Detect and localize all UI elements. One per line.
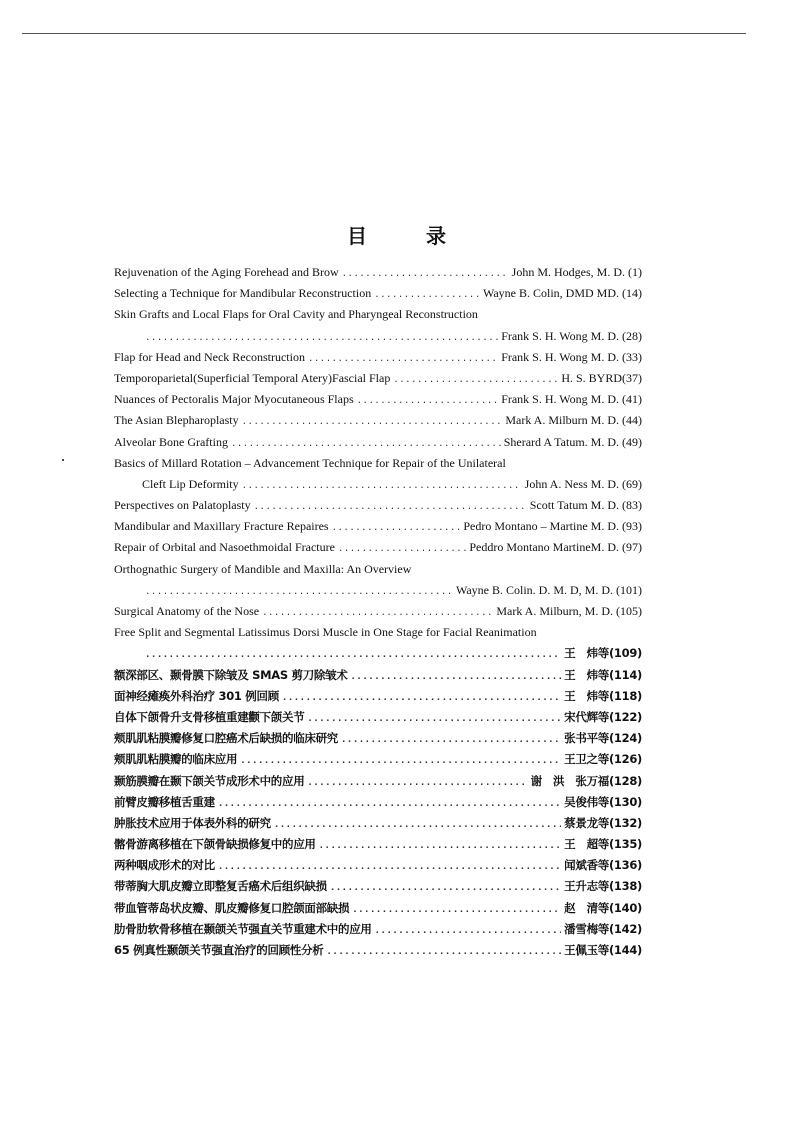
toc-entry[interactable] xyxy=(114,537,642,558)
toc-entry[interactable] xyxy=(114,622,642,643)
entry-author-page: 王 超等(135) xyxy=(564,837,642,852)
entry-author-page: 王 炜等(114) xyxy=(564,667,642,682)
entry-author-page: 蔡景龙等(132) xyxy=(564,815,642,830)
leader-dots xyxy=(262,603,493,624)
entry-title: 颊肌肌粘膜瓣修复口腔癌术后缺损的临床研究 xyxy=(114,731,338,746)
toc-entry[interactable] xyxy=(114,389,642,410)
toc-entry[interactable] xyxy=(114,432,642,453)
entry-author-page: Scott Tatum M. D. (83) xyxy=(529,498,642,513)
leader-dots xyxy=(374,285,480,306)
leader-dots xyxy=(307,709,561,730)
leader-dots xyxy=(218,857,561,878)
entry-author-page: 潘雪梅等(142) xyxy=(564,921,642,936)
toc-entry[interactable] xyxy=(114,728,642,749)
toc-entry-continuation[interactable] xyxy=(114,326,642,347)
entry-author-page: John A. Ness M. D. (69) xyxy=(524,476,642,491)
entry-title: Basics of Millard Rotation – Advancement Technique for Repair of the Unilateral xyxy=(114,455,506,470)
toc-entry[interactable] xyxy=(114,940,642,961)
toc-entry[interactable] xyxy=(114,813,642,834)
leader-dots xyxy=(351,667,562,688)
toc-entry[interactable] xyxy=(114,771,642,792)
leader-dots xyxy=(274,815,561,836)
entry-author-page: 谢 洪 张万福(128) xyxy=(530,773,642,788)
leader-dots xyxy=(352,900,561,921)
entry-title: Flap for Head and Neck Reconstruction xyxy=(114,349,305,364)
toc-entry[interactable] xyxy=(114,707,642,728)
leader-dots xyxy=(332,518,461,539)
toc-entry-continuation[interactable] xyxy=(114,643,642,664)
toc-entry[interactable] xyxy=(114,876,642,897)
entry-title: Temporoparietal(Superficial Temporal Atery)Fascial Flap xyxy=(114,370,391,385)
entry-author-page: Frank S. H. Wong M. D. (41) xyxy=(501,392,642,407)
entry-title: 肋骨肋软骨移植在颞颌关节强直关节重建术中的应用 xyxy=(114,921,372,936)
toc-entry[interactable] xyxy=(114,516,642,537)
entry-author-page: Wayne B. Colin. D. M. D, M. D. (101) xyxy=(455,582,642,597)
leader-dots xyxy=(342,264,509,285)
leader-dots xyxy=(145,328,498,349)
toc-entry[interactable] xyxy=(114,495,642,516)
leader-dots xyxy=(308,349,498,370)
entry-author-page: 王卫之等(126) xyxy=(564,752,642,767)
entry-author-page: H. S. BYRD(37) xyxy=(561,370,642,385)
toc-entry[interactable] xyxy=(114,855,642,876)
toc-entry[interactable] xyxy=(114,665,642,686)
leader-dots xyxy=(242,412,503,433)
entry-author-page: Sherard A Tatum. M. D. (49) xyxy=(503,434,642,449)
entry-title: 带蒂胸大肌皮瓣立即整复舌癌术后组织缺损 xyxy=(114,879,327,894)
stray-mark xyxy=(62,459,64,461)
leader-dots xyxy=(218,794,561,815)
entry-author-page: 王 炜等(118) xyxy=(564,688,642,703)
entry-title: Free Split and Segmental Latissimus Dorsi Muscle in One Stage for Facial Reanimation xyxy=(114,625,537,640)
leader-dots xyxy=(338,539,466,560)
leader-dots xyxy=(240,751,561,772)
leader-dots xyxy=(307,773,527,794)
toc-entry[interactable] xyxy=(114,347,642,368)
entry-title: 65 例真性颞颌关节强直治疗的回顾性分析 xyxy=(114,943,324,957)
entry-title: Nuances of Pectoralis Major Myocutaneous Flaps xyxy=(114,392,354,407)
toc-entry[interactable] xyxy=(114,559,642,580)
entry-title: Alveolar Bone Grafting xyxy=(114,434,228,449)
leader-dots xyxy=(393,370,558,391)
toc-entry[interactable] xyxy=(114,262,642,283)
entry-title: Orthognathic Surgery of Mandible and Maxilla: An Overview xyxy=(114,561,412,576)
entry-title: 两种咽成形术的对比 xyxy=(114,858,215,873)
entry-title-continuation: Cleft Lip Deformity xyxy=(142,476,239,491)
entry-title: Mandibular and Maxillary Fracture Repaires xyxy=(114,519,329,534)
toc-entry[interactable] xyxy=(114,368,642,389)
entry-author-page: 王 炜等(109) xyxy=(564,646,642,661)
leader-dots xyxy=(145,645,561,666)
leader-dots xyxy=(282,688,561,709)
toc-entry[interactable] xyxy=(114,686,642,707)
entry-author-page: Mark A. Milburn M. D. (44) xyxy=(505,413,642,428)
entry-author-page: Frank S. H. Wong M. D. (33) xyxy=(501,349,642,364)
leader-dots xyxy=(341,730,561,751)
entry-title: Surgical Anatomy of the Nose xyxy=(114,604,260,618)
leader-dots xyxy=(231,434,501,455)
toc-entry[interactable] xyxy=(114,304,642,325)
leader-dots xyxy=(319,836,562,857)
toc-entry-continuation[interactable] xyxy=(114,474,642,495)
entry-title: 前臂皮瓣移植舌重建 xyxy=(114,794,215,809)
entry-title: Skin Grafts and Local Flaps for Oral Cavity and Pharyngeal Reconstruction xyxy=(114,307,478,322)
leader-dots xyxy=(330,878,561,899)
leader-dots xyxy=(375,921,562,942)
entry-title: The Asian Blepharoplasty xyxy=(114,413,239,428)
leader-dots xyxy=(357,391,499,412)
leader-dots xyxy=(242,476,522,497)
entry-title: Repair of Orbital and Nasoethmoidal Fracture xyxy=(114,540,335,555)
leader-dots xyxy=(254,497,527,518)
entry-title: 自体下颌骨升支骨移植重建颧下颌关节 xyxy=(114,709,305,724)
top-rule xyxy=(22,33,746,34)
entry-title: 颊肌肌粘膜瓣的临床应用 xyxy=(114,752,238,767)
entry-author-page: 吴俊伟等(130) xyxy=(564,794,642,809)
toc-entry-continuation[interactable] xyxy=(114,580,642,601)
toc-entry[interactable] xyxy=(114,792,642,813)
page-title: 目 录 xyxy=(347,224,472,248)
toc-entry[interactable] xyxy=(114,601,642,622)
toc-entry[interactable] xyxy=(114,919,642,940)
entry-title: 额深部区、颞骨膜下除皱及 SMAS 剪刀除皱术 xyxy=(114,667,348,682)
leader-dots xyxy=(327,942,562,963)
entry-author-page: Pedro Montano – Martine M. D. (93) xyxy=(463,519,642,534)
entry-title: 髂骨游离移植在下颌骨缺损修复中的应用 xyxy=(114,837,316,852)
entry-author-page: 王升志等(138) xyxy=(564,879,642,894)
toc-entry[interactable] xyxy=(114,749,642,770)
table-of-contents xyxy=(114,262,642,961)
entry-title: 颞筋膜瓣在颞下颌关节成形术中的应用 xyxy=(114,773,305,788)
entry-author-page: 王佩玉等(144) xyxy=(564,943,642,957)
entry-author-page: Peddro Montano MartineM. D. (97) xyxy=(469,540,642,555)
entry-author-page: John M. Hodges, M. D. (1) xyxy=(511,265,642,279)
entry-author-page: 闻斌香等(136) xyxy=(564,858,642,873)
toc-entry[interactable] xyxy=(114,834,642,855)
entry-title: Rejuvenation of the Aging Forehead and Brow xyxy=(114,265,339,279)
entry-author-page: 赵 清等(140) xyxy=(564,900,642,915)
entry-title: 肿胀技术应用于体表外科的研究 xyxy=(114,815,271,830)
entry-author-page: 张书平等(124) xyxy=(564,731,642,746)
toc-entry[interactable] xyxy=(114,410,642,431)
entry-author-page: 宋代辉等(122) xyxy=(564,709,642,724)
entry-title: 面神经瘫痪外科治疗 301 例回顾 xyxy=(114,688,279,703)
entry-author-page: Frank S. H. Wong M. D. (28) xyxy=(501,328,642,343)
entry-author-page: Mark A. Milburn, M. D. (105) xyxy=(496,604,642,618)
leader-dots xyxy=(145,582,453,603)
toc-entry[interactable] xyxy=(114,453,642,474)
entry-title: Selecting a Technique for Mandibular Reconstruction xyxy=(114,286,372,301)
toc-entry[interactable] xyxy=(114,898,642,919)
entry-author-page: Wayne B. Colin, DMD MD. (14) xyxy=(482,286,642,301)
entry-title: Perspectives on Palatoplasty xyxy=(114,498,251,513)
toc-entry[interactable] xyxy=(114,283,642,304)
entry-title: 带血管蒂岛状皮瓣、肌皮瓣修复口腔颌面部缺损 xyxy=(114,900,350,915)
